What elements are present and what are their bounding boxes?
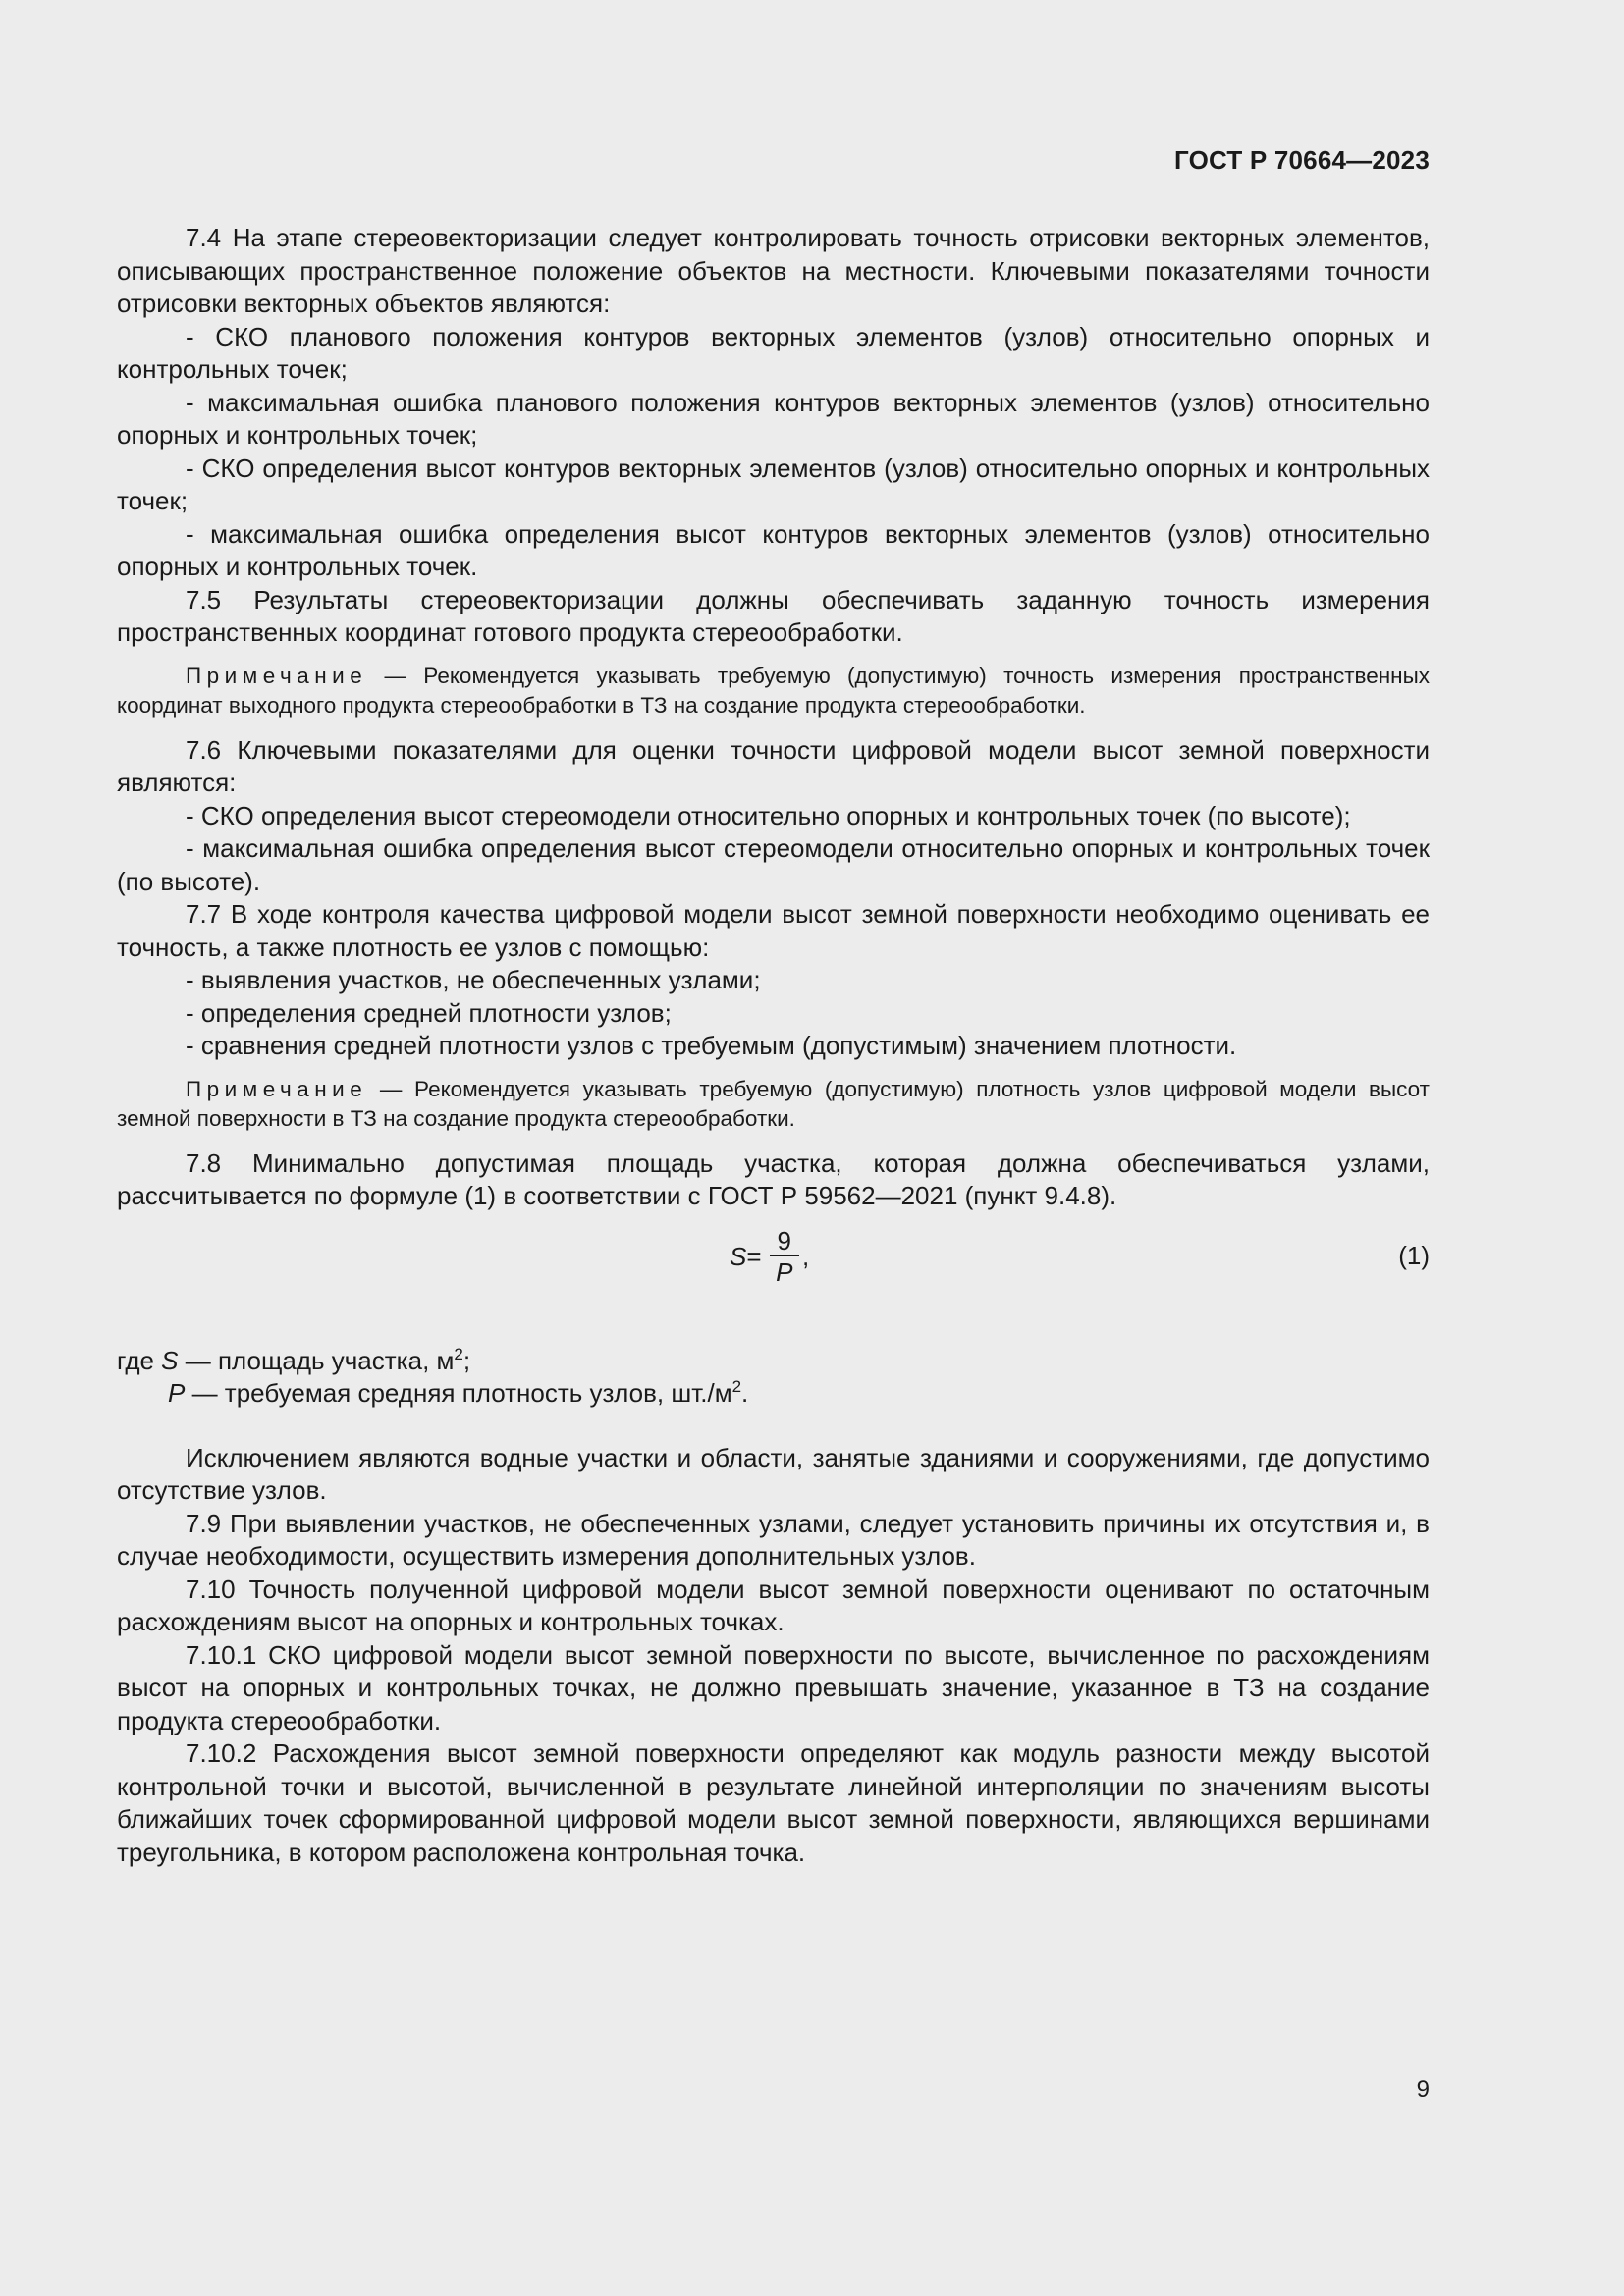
paragraph-7-5: 7.5 Результаты стереовекторизации должны обеспечивать заданную точность измерения пространственных координат готового продукта стереообработки. xyxy=(117,584,1430,647)
note-label: Примечание xyxy=(186,663,368,688)
list-item: - СКО планового положения контуров векторных элементов (узлов) относительно опорных и контрольных точек; xyxy=(117,321,1430,384)
formula-numerator: 9 xyxy=(770,1226,799,1256)
list-item: - определения средней плотности узлов; xyxy=(186,997,672,1028)
formula-legend xyxy=(117,1345,1430,1411)
list-item: - СКО определения высот контуров векторных элементов (узлов) относительно опорных и контрольных точек; xyxy=(117,453,1430,515)
legend-superscript: 2 xyxy=(731,1377,742,1396)
paragraph-7-10: 7.10 Точность полученной цифровой модели высот земной поверхности оценивают по остаточным расхождениям высот на опорных и контрольных точках. xyxy=(117,1574,1430,1636)
paragraph-7-8: 7.8 Минимально допустимая площадь участка, которая должна обеспечиваться узлами, рассчитывается по формуле (1) в соответствии с ГОСТ Р 59562—2021 (пункт 9.4.8). xyxy=(117,1148,1430,1210)
legend-end: . xyxy=(741,1378,749,1408)
paragraph-7-4: 7.4 На этапе стереовекторизации следует контролировать точность отрисовки векторных элементов, описывающих пространственное положение объектов на местности. Ключевыми показателями точности отрисовки векторных объектов являются: xyxy=(117,223,1430,318)
paragraph-7-10-1: 7.10.1 СКО цифровой модели высот земной поверхности по высоте, вычисленное по расхождениям высот на опорных и контрольных точках, не должно превышать значение, указанное в ТЗ на создание продукта стереообработки. xyxy=(117,1639,1430,1735)
note-text: — Рекомендуется указывать требуемую (допустимую) плотность узлов цифровой модели высот земной поверхности в ТЗ на создание продукта стереообработки. xyxy=(117,1076,1430,1131)
list-item: - максимальная ошибка определения высот стереомодели относительно опорных и контрольных точек (по высоте). xyxy=(117,833,1430,896)
legend-text: — требуемая средняя плотность узлов, шт./м xyxy=(185,1378,732,1408)
legend-prefix: где xyxy=(117,1345,162,1375)
formula-1 xyxy=(117,1223,1430,1308)
list-item: - максимальная ошибка определения высот контуров векторных элементов (узлов) относительно опорных и контрольных точек. xyxy=(117,518,1430,581)
legend-superscript: 2 xyxy=(454,1344,463,1363)
list-item: - выявления участков, не обеспеченных узлами; xyxy=(186,965,761,994)
formula-denominator: P xyxy=(776,1257,793,1287)
legend-text: — площадь участка, м xyxy=(178,1345,455,1375)
legend-line-s xyxy=(117,1345,1430,1378)
list-item: - СКО определения высот стереомодели относительно опорных и контрольных точек (по высоте); xyxy=(186,800,1351,830)
list-item: - сравнения средней плотности узлов с требуемым (допустимым) значением плотности. xyxy=(186,1031,1237,1060)
legend-line-p xyxy=(117,1377,1430,1411)
paragraph-exclusion: Исключением являются водные участки и области, занятые зданиями и сооружениями, где допустимо отсутствие узлов. xyxy=(117,1442,1430,1505)
document-code-header: ГОСТ Р 70664—2023 xyxy=(1174,145,1430,175)
legend-symbol: S xyxy=(161,1345,179,1375)
legend-end: ; xyxy=(462,1345,471,1375)
formula-lhs: S xyxy=(730,1242,747,1271)
formula-expression xyxy=(730,1223,809,1292)
legend-symbol: P xyxy=(168,1378,186,1408)
note-label: Примечание xyxy=(186,1076,368,1101)
paragraph-7-6: 7.6 Ключевыми показателями для оценки точности цифровой модели высот земной поверхности являются: xyxy=(117,734,1430,797)
paragraph-7-10-2: 7.10.2 Расхождения высот земной поверхности определяют как модуль разности между высотой контрольной точки и высотой, вычисленной в результате линейной интерполяции по значениям высоты ближайших точек сформированной цифровой модели высот земной поверхности, являющихся вершинами треугольника, в котором расположена контрольная точка. xyxy=(117,1738,1430,1867)
page-number: 9 xyxy=(1416,2076,1430,2103)
formula-fraction xyxy=(770,1226,799,1288)
formula-number: (1) xyxy=(1398,1240,1430,1270)
document-body xyxy=(117,222,1430,1869)
paragraph-7-9: 7.9 При выявлении участков, не обеспеченных узлами, следует установить причины их отсутствия и, в случае необходимости, осуществить измерения дополнительных узлов. xyxy=(117,1508,1430,1571)
note-1 xyxy=(117,662,1430,721)
formula-comma: , xyxy=(802,1242,810,1271)
note-2 xyxy=(117,1075,1430,1134)
list-item: - максимальная ошибка планового положения контуров векторных элементов (узлов) относительно опорных и контрольных точек; xyxy=(117,387,1430,450)
paragraph-7-7: 7.7 В ходе контроля качества цифровой модели высот земной поверхности необходимо оценивать ее точность, а также плотность ее узлов с помощью: xyxy=(117,899,1430,962)
note-text: — Рекомендуется указывать требуемую (допустимую) точность измерения пространственных координат выходного продукта стереообработки в ТЗ на создание продукта стереообработки. xyxy=(117,663,1430,718)
formula-equals: = xyxy=(746,1242,762,1271)
